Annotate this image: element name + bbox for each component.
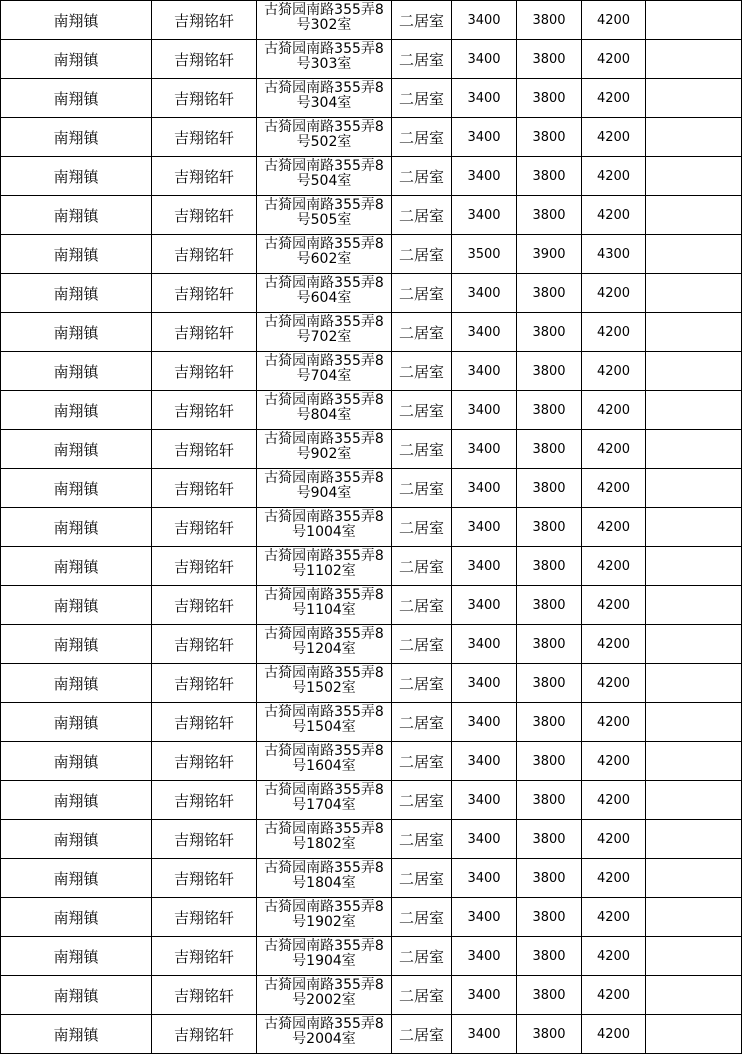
town-cell: 南翔镇 — [1, 859, 152, 898]
address-line-1: 古猗园南路355弄8 — [264, 431, 384, 447]
empty-cell — [646, 547, 742, 586]
price-2-cell: 3800 — [517, 118, 582, 157]
address-line-2: 号902室 — [296, 446, 352, 462]
price-3-cell: 4200 — [582, 547, 646, 586]
address-line-1: 古猗园南路355弄8 — [264, 704, 384, 720]
estate-cell: 吉翔铭轩 — [152, 781, 257, 820]
estate-cell: 吉翔铭轩 — [152, 196, 257, 235]
address-cell — [257, 976, 392, 1015]
price-2-cell: 3800 — [517, 313, 582, 352]
empty-cell — [646, 469, 742, 508]
table-row — [1, 742, 742, 781]
town-cell: 南翔镇 — [1, 547, 152, 586]
empty-cell — [646, 508, 742, 547]
price-3-cell: 4200 — [582, 274, 646, 313]
price-3-cell: 4300 — [582, 235, 646, 274]
table-row — [1, 508, 742, 547]
town-cell: 南翔镇 — [1, 664, 152, 703]
address-line-2: 号302室 — [296, 17, 352, 33]
address-cell — [257, 859, 392, 898]
unit-type-cell: 二居室 — [392, 937, 452, 976]
price-2-cell: 3800 — [517, 157, 582, 196]
unit-type-cell: 二居室 — [392, 157, 452, 196]
table-row — [1, 235, 742, 274]
price-1-cell: 3400 — [452, 976, 517, 1015]
empty-cell — [646, 586, 742, 625]
unit-type-cell: 二居室 — [392, 898, 452, 937]
table-row — [1, 547, 742, 586]
table-row — [1, 976, 742, 1015]
empty-cell — [646, 79, 742, 118]
price-3-cell: 4200 — [582, 781, 646, 820]
price-1-cell: 3400 — [452, 313, 517, 352]
unit-type-cell: 二居室 — [392, 859, 452, 898]
table-row — [1, 469, 742, 508]
address-cell — [257, 664, 392, 703]
price-2-cell: 3800 — [517, 274, 582, 313]
empty-cell — [646, 313, 742, 352]
address-cell — [257, 742, 392, 781]
town-cell: 南翔镇 — [1, 313, 152, 352]
price-3-cell: 4200 — [582, 352, 646, 391]
unit-type-cell: 二居室 — [392, 469, 452, 508]
price-1-cell: 3400 — [452, 781, 517, 820]
address-cell — [257, 79, 392, 118]
address-line-1: 古猗园南路355弄8 — [264, 977, 384, 993]
table-row — [1, 820, 742, 859]
estate-cell: 吉翔铭轩 — [152, 469, 257, 508]
address-line-1: 古猗园南路355弄8 — [264, 899, 384, 915]
price-1-cell: 3400 — [452, 586, 517, 625]
address-line-2: 号1904室 — [292, 953, 356, 969]
address-line-1: 古猗园南路355弄8 — [264, 743, 384, 759]
price-2-cell: 3800 — [517, 781, 582, 820]
estate-cell: 吉翔铭轩 — [152, 898, 257, 937]
price-3-cell: 4200 — [582, 586, 646, 625]
price-2-cell: 3900 — [517, 235, 582, 274]
price-3-cell: 4200 — [582, 937, 646, 976]
address-cell — [257, 937, 392, 976]
empty-cell — [646, 118, 742, 157]
price-1-cell: 3400 — [452, 40, 517, 79]
price-2-cell: 3800 — [517, 820, 582, 859]
address-line-2: 号505室 — [296, 212, 352, 228]
address-line-2: 号1502室 — [292, 680, 356, 696]
price-1-cell: 3400 — [452, 1015, 517, 1054]
empty-cell — [646, 781, 742, 820]
table-row — [1, 391, 742, 430]
price-3-cell: 4200 — [582, 79, 646, 118]
address-cell — [257, 352, 392, 391]
address-cell — [257, 898, 392, 937]
price-1-cell: 3400 — [452, 196, 517, 235]
price-2-cell: 3800 — [517, 664, 582, 703]
town-cell: 南翔镇 — [1, 937, 152, 976]
empty-cell — [646, 625, 742, 664]
price-3-cell: 4200 — [582, 664, 646, 703]
table-row — [1, 586, 742, 625]
table-row — [1, 703, 742, 742]
unit-type-cell: 二居室 — [392, 196, 452, 235]
address-line-1: 古猗园南路355弄8 — [264, 2, 384, 18]
empty-cell — [646, 40, 742, 79]
table-row — [1, 1, 742, 40]
unit-type-cell: 二居室 — [392, 313, 452, 352]
price-1-cell: 3400 — [452, 469, 517, 508]
address-cell — [257, 430, 392, 469]
unit-type-cell: 二居室 — [392, 820, 452, 859]
unit-type-cell: 二居室 — [392, 274, 452, 313]
town-cell: 南翔镇 — [1, 781, 152, 820]
price-2-cell: 3800 — [517, 469, 582, 508]
table-row — [1, 352, 742, 391]
estate-cell: 吉翔铭轩 — [152, 352, 257, 391]
price-1-cell: 3400 — [452, 742, 517, 781]
empty-cell — [646, 742, 742, 781]
price-1-cell: 3400 — [452, 820, 517, 859]
town-cell: 南翔镇 — [1, 79, 152, 118]
table-row — [1, 313, 742, 352]
unit-type-cell: 二居室 — [392, 625, 452, 664]
estate-cell: 吉翔铭轩 — [152, 1, 257, 40]
price-3-cell: 4200 — [582, 118, 646, 157]
estate-cell: 吉翔铭轩 — [152, 703, 257, 742]
estate-cell: 吉翔铭轩 — [152, 118, 257, 157]
address-cell — [257, 625, 392, 664]
price-1-cell: 3400 — [452, 391, 517, 430]
price-1-cell: 3400 — [452, 79, 517, 118]
table-row — [1, 664, 742, 703]
address-cell — [257, 391, 392, 430]
price-2-cell: 3800 — [517, 859, 582, 898]
table-row — [1, 1015, 742, 1054]
empty-cell — [646, 859, 742, 898]
price-1-cell: 3500 — [452, 235, 517, 274]
price-1-cell: 3400 — [452, 547, 517, 586]
address-cell — [257, 1015, 392, 1054]
price-1-cell: 3400 — [452, 1, 517, 40]
table-row — [1, 781, 742, 820]
unit-type-cell: 二居室 — [392, 1, 452, 40]
price-2-cell: 3800 — [517, 508, 582, 547]
price-2-cell: 3800 — [517, 79, 582, 118]
address-line-2: 号1804室 — [292, 875, 356, 891]
town-cell: 南翔镇 — [1, 118, 152, 157]
price-3-cell: 4200 — [582, 196, 646, 235]
address-line-1: 古猗园南路355弄8 — [264, 938, 384, 954]
address-line-1: 古猗园南路355弄8 — [264, 275, 384, 291]
unit-type-cell: 二居室 — [392, 79, 452, 118]
address-cell — [257, 313, 392, 352]
town-cell: 南翔镇 — [1, 352, 152, 391]
price-2-cell: 3800 — [517, 586, 582, 625]
address-line-2: 号1204室 — [292, 641, 356, 657]
price-2-cell: 3800 — [517, 703, 582, 742]
address-line-2: 号1604室 — [292, 758, 356, 774]
empty-cell — [646, 352, 742, 391]
unit-type-cell: 二居室 — [392, 703, 452, 742]
estate-cell: 吉翔铭轩 — [152, 40, 257, 79]
address-line-1: 古猗园南路355弄8 — [264, 41, 384, 57]
price-2-cell: 3800 — [517, 898, 582, 937]
address-line-2: 号504室 — [296, 173, 352, 189]
address-line-2: 号1802室 — [292, 836, 356, 852]
price-1-cell: 3400 — [452, 937, 517, 976]
unit-type-cell: 二居室 — [392, 976, 452, 1015]
price-3-cell: 4200 — [582, 508, 646, 547]
empty-cell — [646, 1, 742, 40]
unit-type-cell: 二居室 — [392, 781, 452, 820]
empty-cell — [646, 703, 742, 742]
price-3-cell: 4200 — [582, 157, 646, 196]
address-line-2: 号1004室 — [292, 524, 356, 540]
price-2-cell: 3800 — [517, 430, 582, 469]
address-line-1: 古猗园南路355弄8 — [264, 236, 384, 252]
estate-cell: 吉翔铭轩 — [152, 664, 257, 703]
address-line-1: 古猗园南路355弄8 — [264, 158, 384, 174]
price-2-cell: 3800 — [517, 391, 582, 430]
address-cell — [257, 1, 392, 40]
estate-cell: 吉翔铭轩 — [152, 625, 257, 664]
empty-cell — [646, 664, 742, 703]
address-line-1: 古猗园南路355弄8 — [264, 80, 384, 96]
price-2-cell: 3800 — [517, 547, 582, 586]
price-3-cell: 4200 — [582, 469, 646, 508]
estate-cell: 吉翔铭轩 — [152, 508, 257, 547]
price-1-cell: 3400 — [452, 859, 517, 898]
price-2-cell: 3800 — [517, 40, 582, 79]
address-line-1: 古猗园南路355弄8 — [264, 782, 384, 798]
address-line-1: 古猗园南路355弄8 — [264, 626, 384, 642]
table-row — [1, 79, 742, 118]
address-line-1: 古猗园南路355弄8 — [264, 1016, 384, 1032]
address-line-1: 古猗园南路355弄8 — [264, 548, 384, 564]
address-line-1: 古猗园南路355弄8 — [264, 314, 384, 330]
unit-type-cell: 二居室 — [392, 547, 452, 586]
unit-type-cell: 二居室 — [392, 235, 452, 274]
town-cell: 南翔镇 — [1, 820, 152, 859]
unit-type-cell: 二居室 — [392, 352, 452, 391]
unit-type-cell: 二居室 — [392, 430, 452, 469]
town-cell: 南翔镇 — [1, 742, 152, 781]
price-3-cell: 4200 — [582, 898, 646, 937]
price-1-cell: 3400 — [452, 274, 517, 313]
address-line-2: 号604室 — [296, 290, 352, 306]
table-row — [1, 196, 742, 235]
estate-cell: 吉翔铭轩 — [152, 274, 257, 313]
price-3-cell: 4200 — [582, 391, 646, 430]
estate-cell: 吉翔铭轩 — [152, 157, 257, 196]
empty-cell — [646, 391, 742, 430]
address-line-2: 号904室 — [296, 485, 352, 501]
town-cell: 南翔镇 — [1, 1015, 152, 1054]
empty-cell — [646, 196, 742, 235]
empty-cell — [646, 274, 742, 313]
address-line-1: 古猗园南路355弄8 — [264, 197, 384, 213]
estate-cell: 吉翔铭轩 — [152, 820, 257, 859]
price-2-cell: 3800 — [517, 196, 582, 235]
address-line-1: 古猗园南路355弄8 — [264, 353, 384, 369]
town-cell: 南翔镇 — [1, 976, 152, 1015]
address-cell — [257, 820, 392, 859]
town-cell: 南翔镇 — [1, 40, 152, 79]
table-row — [1, 625, 742, 664]
empty-cell — [646, 937, 742, 976]
table-row — [1, 859, 742, 898]
address-line-2: 号303室 — [296, 56, 352, 72]
estate-cell: 吉翔铭轩 — [152, 859, 257, 898]
empty-cell — [646, 235, 742, 274]
unit-type-cell: 二居室 — [392, 391, 452, 430]
price-1-cell: 3400 — [452, 703, 517, 742]
address-line-1: 古猗园南路355弄8 — [264, 821, 384, 837]
price-3-cell: 4200 — [582, 820, 646, 859]
price-3-cell: 4200 — [582, 430, 646, 469]
town-cell: 南翔镇 — [1, 469, 152, 508]
unit-type-cell: 二居室 — [392, 664, 452, 703]
town-cell: 南翔镇 — [1, 235, 152, 274]
price-3-cell: 4200 — [582, 859, 646, 898]
address-line-2: 号1704室 — [292, 797, 356, 813]
address-cell — [257, 703, 392, 742]
price-3-cell: 4200 — [582, 1, 646, 40]
address-cell — [257, 586, 392, 625]
table-row — [1, 898, 742, 937]
estate-cell: 吉翔铭轩 — [152, 235, 257, 274]
table-row — [1, 274, 742, 313]
address-cell — [257, 157, 392, 196]
price-1-cell: 3400 — [452, 157, 517, 196]
address-line-2: 号1504室 — [292, 719, 356, 735]
unit-type-cell: 二居室 — [392, 742, 452, 781]
unit-type-cell: 二居室 — [392, 508, 452, 547]
address-line-2: 号304室 — [296, 95, 352, 111]
town-cell: 南翔镇 — [1, 703, 152, 742]
empty-cell — [646, 157, 742, 196]
empty-cell — [646, 820, 742, 859]
empty-cell — [646, 1015, 742, 1054]
town-cell: 南翔镇 — [1, 1, 152, 40]
price-3-cell: 4200 — [582, 313, 646, 352]
address-cell — [257, 274, 392, 313]
estate-cell: 吉翔铭轩 — [152, 1015, 257, 1054]
estate-cell: 吉翔铭轩 — [152, 742, 257, 781]
unit-type-cell: 二居室 — [392, 586, 452, 625]
address-line-2: 号1102室 — [292, 563, 356, 579]
empty-cell — [646, 898, 742, 937]
price-3-cell: 4200 — [582, 1015, 646, 1054]
address-cell — [257, 118, 392, 157]
price-1-cell: 3400 — [452, 625, 517, 664]
estate-cell: 吉翔铭轩 — [152, 586, 257, 625]
town-cell: 南翔镇 — [1, 196, 152, 235]
estate-cell: 吉翔铭轩 — [152, 547, 257, 586]
address-cell — [257, 781, 392, 820]
price-2-cell: 3800 — [517, 937, 582, 976]
address-line-1: 古猗园南路355弄8 — [264, 392, 384, 408]
price-1-cell: 3400 — [452, 664, 517, 703]
estate-cell: 吉翔铭轩 — [152, 79, 257, 118]
address-line-2: 号602室 — [296, 251, 352, 267]
unit-type-cell: 二居室 — [392, 118, 452, 157]
address-line-2: 号1104室 — [292, 602, 356, 618]
town-cell: 南翔镇 — [1, 274, 152, 313]
address-line-1: 古猗园南路355弄8 — [264, 587, 384, 603]
estate-cell: 吉翔铭轩 — [152, 391, 257, 430]
table-row — [1, 430, 742, 469]
price-3-cell: 4200 — [582, 703, 646, 742]
estate-cell: 吉翔铭轩 — [152, 976, 257, 1015]
price-1-cell: 3400 — [452, 508, 517, 547]
price-2-cell: 3800 — [517, 1015, 582, 1054]
table-row — [1, 40, 742, 79]
address-line-2: 号702室 — [296, 329, 352, 345]
address-cell — [257, 196, 392, 235]
price-1-cell: 3400 — [452, 898, 517, 937]
price-2-cell: 3800 — [517, 1, 582, 40]
address-line-1: 古猗园南路355弄8 — [264, 860, 384, 876]
price-3-cell: 4200 — [582, 40, 646, 79]
price-2-cell: 3800 — [517, 976, 582, 1015]
address-line-2: 号502室 — [296, 134, 352, 150]
price-1-cell: 3400 — [452, 430, 517, 469]
address-line-1: 古猗园南路355弄8 — [264, 119, 384, 135]
price-3-cell: 4200 — [582, 625, 646, 664]
empty-cell — [646, 976, 742, 1015]
estate-cell: 吉翔铭轩 — [152, 937, 257, 976]
unit-type-cell: 二居室 — [392, 40, 452, 79]
address-cell — [257, 40, 392, 79]
address-line-2: 号804室 — [296, 407, 352, 423]
unit-type-cell: 二居室 — [392, 1015, 452, 1054]
table-row — [1, 937, 742, 976]
price-2-cell: 3800 — [517, 352, 582, 391]
price-2-cell: 3800 — [517, 742, 582, 781]
town-cell: 南翔镇 — [1, 625, 152, 664]
address-cell — [257, 547, 392, 586]
address-line-1: 古猗园南路355弄8 — [264, 470, 384, 486]
town-cell: 南翔镇 — [1, 157, 152, 196]
town-cell: 南翔镇 — [1, 430, 152, 469]
town-cell: 南翔镇 — [1, 508, 152, 547]
address-line-1: 古猗园南路355弄8 — [264, 665, 384, 681]
address-cell — [257, 235, 392, 274]
price-3-cell: 4200 — [582, 742, 646, 781]
town-cell: 南翔镇 — [1, 391, 152, 430]
price-1-cell: 3400 — [452, 118, 517, 157]
estate-cell: 吉翔铭轩 — [152, 313, 257, 352]
town-cell: 南翔镇 — [1, 898, 152, 937]
address-line-2: 号704室 — [296, 368, 352, 384]
price-1-cell: 3400 — [452, 352, 517, 391]
town-cell: 南翔镇 — [1, 586, 152, 625]
address-cell — [257, 508, 392, 547]
address-cell — [257, 469, 392, 508]
address-line-2: 号2002室 — [292, 992, 356, 1008]
empty-cell — [646, 430, 742, 469]
table-row — [1, 157, 742, 196]
address-line-2: 号1902室 — [292, 914, 356, 930]
price-2-cell: 3800 — [517, 625, 582, 664]
price-3-cell: 4200 — [582, 976, 646, 1015]
table-body — [1, 1, 742, 1054]
table-row — [1, 118, 742, 157]
estate-cell: 吉翔铭轩 — [152, 430, 257, 469]
address-line-1: 古猗园南路355弄8 — [264, 509, 384, 525]
address-line-2: 号2004室 — [292, 1031, 356, 1047]
